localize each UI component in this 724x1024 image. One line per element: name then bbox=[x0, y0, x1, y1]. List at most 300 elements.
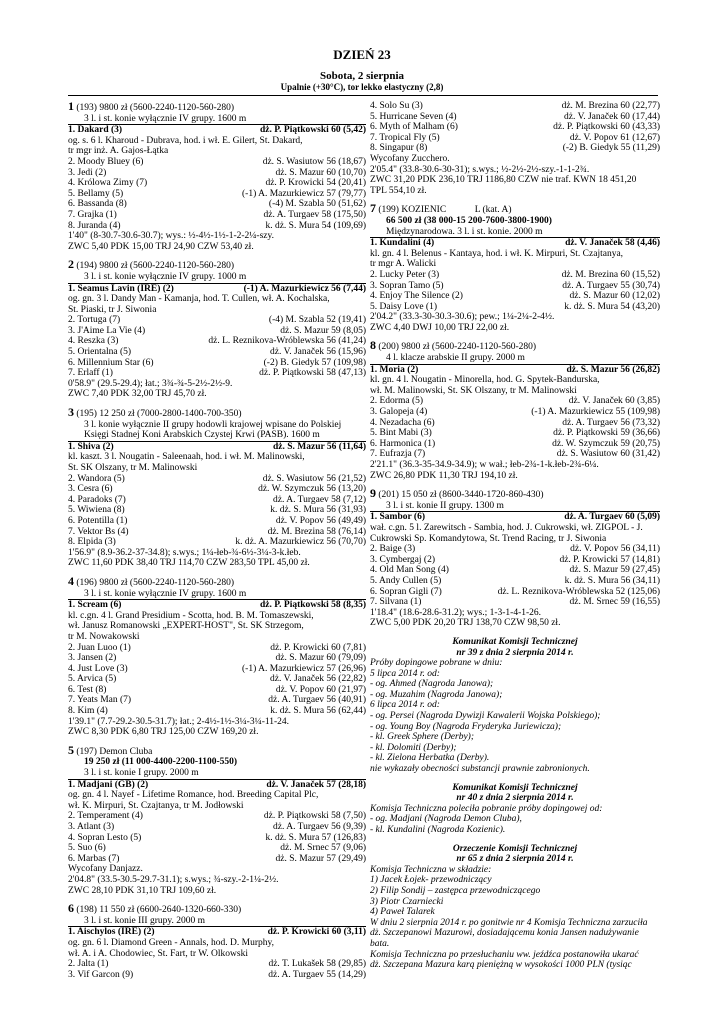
finisher-row bbox=[68, 178, 366, 189]
right-column bbox=[370, 101, 660, 971]
jockey-info: dż. P. Piątkowski 58 (7,50) bbox=[263, 811, 366, 822]
finisher-row bbox=[370, 302, 660, 313]
race-4 bbox=[68, 573, 366, 738]
jockey-info: dż. V. Popov 56 (34,11) bbox=[570, 544, 660, 555]
horse-name: 1. Shiva (2) bbox=[68, 441, 114, 452]
horse-name: 2. Baige (3) bbox=[370, 544, 416, 555]
finisher-row bbox=[370, 101, 660, 112]
jockey-info: dż. V. Janaček 58 (4,46) bbox=[565, 238, 660, 249]
jockey-info: (-1) A. Mazurkiewicz 57 (26,96) bbox=[242, 663, 366, 674]
horse-name: 6. Bassanda (8) bbox=[68, 199, 127, 210]
race-notes: 1'40" (8-30.7-30.6-30.7); wys.: ½-4½-1½-1-2-2¼-szy. bbox=[68, 231, 275, 242]
finisher-row bbox=[68, 970, 366, 981]
finisher-row bbox=[68, 315, 366, 326]
finisher-row bbox=[370, 407, 660, 418]
horse-name: 4. Nezadacha (6) bbox=[370, 417, 435, 428]
horse-name: 1. Kundalini (4) bbox=[370, 238, 435, 249]
horse-name: 1. Seamus Lavin (IRE) (2) bbox=[68, 283, 174, 294]
jockey-info: (-4) M. Szabla 52 (19,41) bbox=[268, 315, 366, 326]
jockey-info: dż. S. Mazur 56 (26,82) bbox=[566, 364, 660, 375]
race-notes: ZWC 4,40 DWJ 10,00 TRJ 22,00 zł. bbox=[370, 322, 510, 333]
finisher-row bbox=[370, 439, 660, 450]
jockey-info: dż. M. Srnec 57 (9,06) bbox=[280, 843, 366, 854]
finisher-row bbox=[370, 544, 660, 555]
finisher-row bbox=[68, 527, 366, 538]
finisher-row bbox=[68, 706, 366, 717]
race-notes: ZWC 11,60 PDK 38,40 TRJ 114,70 CZW 283,50 TPL 45,00 zł. bbox=[68, 558, 310, 569]
horse-name: 5. Orientalna (5) bbox=[68, 347, 132, 358]
race-conditions: 3 l. i st. konie wyłącznie IV grupy. 1600 m bbox=[68, 589, 366, 601]
finisher-row bbox=[68, 221, 366, 232]
jockey-info: dż. A. Turgaev 55 (14,29) bbox=[268, 969, 366, 980]
finisher-row bbox=[68, 189, 366, 200]
communique-1 bbox=[370, 637, 660, 775]
race-notes: 2'21.1" (36.3-35-34.9-34.9); w wał.; łeb-2¾-1-k.łeb-2¾-6¼. bbox=[370, 460, 599, 470]
jockey-info: dż. S. Mazur 56 (11,64) bbox=[273, 441, 366, 452]
communique-line: dż. Szczepana Mazura karą pieniężną w wysokości 1000 PLN (tysiąc bbox=[370, 960, 632, 971]
race-header bbox=[370, 488, 660, 501]
pedigree-line: kl. gn. 4 l. Nougatin - Minorella, hod. G. Spytek-Bandurska, bbox=[370, 375, 600, 386]
horse-name: 1. Moria (2) bbox=[370, 364, 419, 375]
horse-name: 4. Just Love (3) bbox=[68, 663, 128, 674]
race-info: (201) 15 050 zł (8600-3440-1720-860-430) bbox=[378, 490, 544, 501]
jockey-info: k. dż. S. Mura 54 (109,69) bbox=[265, 220, 366, 231]
finisher-row bbox=[68, 833, 366, 844]
communique-title: Komunikat Komisji Technicznej bbox=[452, 636, 578, 647]
communique-line: 4) Paweł Talarek bbox=[370, 907, 435, 918]
horse-name: 8. Singapur (8) bbox=[370, 143, 428, 154]
horse-name: 4. Sopran Lesto (5) bbox=[68, 832, 142, 843]
race-9 bbox=[370, 488, 660, 629]
horse-name: 7. Erlaff (1) bbox=[68, 368, 113, 379]
race-number: 2 bbox=[68, 257, 74, 272]
communique-title: nr 40 z dnia 2 sierpnia 2014 r. bbox=[456, 793, 574, 804]
race-3 bbox=[68, 407, 366, 569]
race-info: (196) 9800 zł (5600-2240-1120-560-280) bbox=[76, 577, 235, 588]
finisher-row bbox=[370, 449, 660, 460]
race-info: (195) 12 250 zł (7000-2800-1400-700-350) bbox=[76, 409, 242, 420]
horse-name: 5. Bint Mabi (3) bbox=[370, 428, 432, 439]
race-header bbox=[68, 573, 366, 589]
winner-row bbox=[68, 780, 366, 791]
horse-name: 3. Vif Garcon (9) bbox=[68, 969, 134, 980]
jockey-info: dż. M. Brezina 58 (76,14) bbox=[267, 526, 366, 537]
horse-name: 2. Moody Bluey (6) bbox=[68, 156, 144, 167]
horse-name: 2. Wandora (5) bbox=[68, 473, 125, 484]
jockey-info: dż. M. Brezina 60 (22,77) bbox=[561, 101, 660, 111]
pedigree-line: og. gn. 4 l. Nayef - Lifetime Romance, hod. Breeding Capital Plc, bbox=[68, 790, 319, 801]
race-header bbox=[370, 340, 660, 353]
horse-name: 3. Sopran Tamo (5) bbox=[370, 280, 444, 291]
race-conditions: Księgi Stadnej Koni Arabskich Czystej Krwi (PASB). 1600 m bbox=[68, 430, 366, 442]
communique-title: nr 39 z dnia 2 sierpnia 2014 r. bbox=[456, 647, 574, 658]
pedigree-line: og. s. 6 l. Kharoud - Dubrava, hod. i wł. E. Gilert, St. Dakard, bbox=[68, 135, 303, 146]
finisher-row bbox=[68, 516, 366, 527]
communique-line: 2) Filip Sondij – zastępca przewodniczącego bbox=[370, 885, 541, 896]
pedigree-line: St. SK Olszany, tr M. Malinowski bbox=[68, 463, 198, 473]
horse-name: 8. Kim (4) bbox=[68, 706, 108, 717]
jockey-info: dż. V. Janaček 56 (15,96) bbox=[270, 347, 366, 358]
race-notes: 1'18.4" (18.6-28.6-31.2); wys.; 1-3-1-4-1-26. bbox=[370, 607, 542, 618]
jockey-info: dż. V. Popov 56 (49,49) bbox=[275, 515, 366, 526]
horse-name: 7. Eufrazja (7) bbox=[370, 449, 426, 460]
jockey-info: dż. V. Janaček 57 (28,18) bbox=[266, 779, 366, 790]
jockey-info: dż. M. Brezina 60 (15,52) bbox=[561, 269, 660, 280]
race-number: 3 bbox=[68, 405, 74, 420]
horse-name: 3. Cesra (6) bbox=[68, 484, 113, 495]
finisher-row bbox=[68, 695, 366, 706]
horse-name: 3. Jansen (2) bbox=[68, 653, 117, 664]
race-header bbox=[68, 903, 366, 916]
pedigree-line: og. gn. 3 l. Dandy Man - Kamanja, hod. T. Cullen, wł. A. Kochalska, bbox=[68, 294, 330, 305]
communique-line: W dniu 2 sierpnia 2014 r. po gonitwie nr 4 Komisja Techniczna zarzuciła bbox=[370, 917, 648, 928]
jockey-info: dż. A. Turgaev 58 (175,50) bbox=[263, 209, 366, 220]
finisher-row bbox=[68, 685, 366, 696]
jockey-info: k. dż. S. Mura 56 (34,11) bbox=[564, 575, 660, 586]
horse-name: 1. Sambor (6) bbox=[370, 512, 425, 523]
race-header bbox=[68, 259, 366, 272]
race-1 bbox=[68, 101, 366, 252]
horse-name: 5. Bellamy (5) bbox=[68, 188, 124, 199]
jockey-info: dż. L. Reznikova-Wróblewska 52 (125,06) bbox=[497, 586, 660, 597]
race-notes: ZWC 5,40 PDK 15,00 TRJ 24,90 CZW 53,40 zł. bbox=[68, 241, 254, 252]
horse-name: 6. Myth of Malham (6) bbox=[370, 122, 458, 133]
horse-name: 2. Lucky Peter (3) bbox=[370, 269, 440, 280]
communique-line: 1) Jacek Łojek- przewodniczący bbox=[370, 875, 492, 886]
finisher-row bbox=[68, 347, 366, 358]
race-header bbox=[68, 407, 366, 420]
race-notes: 2'05.4" (33.8-30.6-30-31); s.wys.; ½-2½-2½-szy.-1-1-2¾. bbox=[370, 164, 590, 175]
horse-name: 2. Juan Luoo (1) bbox=[68, 642, 131, 653]
jockey-info: (-2) B. Giedyk 57 (109,98) bbox=[263, 357, 366, 368]
finisher-row bbox=[68, 326, 366, 337]
finisher-row bbox=[68, 811, 366, 822]
pedigree-line: St. Piaski, tr J. Siwonia bbox=[68, 304, 157, 315]
communique-line: - kl. Greek Sphere (Derby); bbox=[370, 732, 475, 743]
jockey-info: k. dż. S. Mura 56 (62,44) bbox=[270, 706, 366, 717]
race-info: (199) KOZIENIC bbox=[378, 205, 447, 216]
race-notes: 0'58.9" (29.5-29.4); łat.; 3¾-¾-5-2½-2½-9. bbox=[68, 378, 233, 389]
horse-name: 2. Tortuga (7) bbox=[68, 315, 121, 326]
race-conditions: 4 l. klacze arabskie II grupy. 2000 m bbox=[370, 353, 660, 365]
race-number: 5 bbox=[68, 742, 74, 757]
finisher-row bbox=[370, 291, 660, 302]
finisher-row bbox=[68, 336, 366, 347]
jockey-info: k. dż. S. Mura 57 (126,83) bbox=[265, 832, 366, 843]
finisher-row bbox=[68, 368, 366, 379]
horse-name: 3. Atlant (3) bbox=[68, 822, 115, 832]
communique-line: - og. Muzahim (Nagroda Janowa); bbox=[370, 689, 503, 700]
horse-name: 5. Arvica (5) bbox=[68, 674, 117, 685]
jockey-info: k. dż. A. Mazurkiewicz 56 (70,70) bbox=[235, 537, 366, 548]
jockey-info: dż. M. Srnec 59 (16,55) bbox=[569, 597, 660, 608]
race-conditions: Międzynarodowa. 3 l. i st. konie. 2000 m bbox=[370, 227, 660, 239]
jockey-info: dż. L. Reznikova-Wróblewska 56 (41,24) bbox=[208, 336, 366, 347]
communique-title: Orzeczenie Komisji Technicznej bbox=[452, 843, 578, 854]
horse-name: 4. Old Man Song (4) bbox=[370, 565, 449, 576]
pedigree-line: tr M. Nowakowski bbox=[68, 631, 140, 642]
communique-line: Komisja Techniczna w składzie: bbox=[370, 864, 492, 875]
communique-line: - og. Ahmed (Nagroda Janowa); bbox=[370, 679, 494, 690]
jockey-info: k. dż. S. Mura 54 (43,20) bbox=[564, 301, 660, 312]
horse-name: 4. Królowa Zimy (7) bbox=[68, 178, 148, 189]
jockey-info: (-2) B. Giedyk 55 (11,29) bbox=[562, 143, 660, 154]
horse-name: 4. Enjoy The Silence (2) bbox=[370, 291, 463, 302]
finisher-row bbox=[68, 822, 366, 833]
jockey-info: dż. A. Turgaev 55 (30,74) bbox=[562, 280, 660, 291]
communique-line: - kl. Kundalini (Nagroda Kozienic). bbox=[370, 825, 506, 835]
race-info: (194) 9800 zł (5600-2240-1120-560-280) bbox=[76, 261, 235, 272]
finisher-row bbox=[68, 854, 366, 865]
jockey-info: (-4) M. Szabla 50 (51,62) bbox=[268, 199, 366, 210]
race-conditions: 3 l. i st. konie II grupy. 1300 m bbox=[370, 501, 660, 513]
finisher-row bbox=[68, 664, 366, 675]
race-conditions: 3 l. i st. konie wyłącznie IV grupy. 1000 m bbox=[68, 272, 366, 284]
horse-name: 4. Reszka (3) bbox=[68, 336, 119, 347]
winner-row bbox=[370, 512, 660, 523]
race-5 bbox=[68, 742, 366, 896]
jockey-info: dż. P. Krowicki 60 (7,81) bbox=[270, 642, 366, 653]
race-notes: ZWC 5,00 PDK 20,20 TRJ 138,70 CZW 98,50 zł. bbox=[370, 618, 561, 629]
finisher-row bbox=[68, 537, 366, 548]
communique-line: 5 lipca 2014 r. od: bbox=[370, 668, 440, 679]
race-prize: 66 500 zł (38 000-15 200-7600-3800-1900) bbox=[386, 215, 552, 226]
communique-2 bbox=[370, 783, 660, 836]
jockey-info: (-1) A. Mazurkiewicz 55 (109,98) bbox=[531, 407, 660, 418]
finisher-row bbox=[370, 587, 660, 598]
communique-line: 6 lipca 2014 r. od: bbox=[370, 700, 440, 711]
finisher-row bbox=[370, 112, 660, 123]
horse-name: 3. J'Aime La Vie (4) bbox=[68, 325, 146, 336]
horse-name: 7. Vektor Bs (4) bbox=[68, 526, 129, 537]
horse-name: 6. Sopran Gigli (7) bbox=[370, 586, 442, 597]
header-divider bbox=[68, 95, 658, 96]
horse-name: 1. Dakard (3) bbox=[68, 125, 123, 136]
horse-name: 1. Aischylos (IRE) (2) bbox=[68, 927, 155, 938]
horse-name: 8. Elpida (3) bbox=[68, 537, 116, 548]
race-conditions: 3 l. konie wyłącznie II grupy hodowli krajowej wpisane do Polskiej bbox=[84, 419, 342, 430]
pedigree-line: wał. c.gn. 5 l. Zarewitsch - Sambia, hod. J. Cukrowski, wł. ZIGPOL - J. bbox=[370, 522, 643, 533]
race-notes: ZWC 7,40 PDK 32,00 TRJ 45,70 zł. bbox=[68, 389, 207, 400]
pedigree-line: og. gn. 6 l. Diamond Green - Annals, hod. D. Murphy, bbox=[68, 937, 274, 948]
date: Sobota, 2 sierpnia bbox=[319, 70, 405, 82]
horse-name: 4. Solo Su (3) bbox=[370, 101, 423, 111]
finisher-row bbox=[370, 576, 660, 587]
jockey-info: (-1) A. Mazurkiewicz 57 (79,77) bbox=[242, 188, 366, 199]
race-number: 4 bbox=[68, 573, 74, 588]
horse-name: 6. Marbas (7) bbox=[68, 853, 120, 864]
jockey-info: dż. P. Piątkowski 58 (47,13) bbox=[259, 368, 366, 379]
finisher-row bbox=[370, 133, 660, 144]
jockey-info: dż. V. Popov 61 (12,67) bbox=[569, 132, 660, 143]
winner-row bbox=[68, 125, 366, 136]
horse-name: 2. Jalta (1) bbox=[68, 959, 109, 970]
jockey-info: dż. S. Mazur 57 (29,49) bbox=[275, 853, 366, 864]
jockey-info: dż. A. Turgaev 56 (9,39) bbox=[273, 822, 366, 832]
jockey-info: dż. S. Mazur 60 (12,02) bbox=[569, 291, 660, 302]
finisher-row bbox=[68, 505, 366, 516]
race-category: L (kat. A) bbox=[474, 205, 512, 216]
race-conditions: 3 l. i st. konie I grupy. 2000 m bbox=[68, 768, 366, 780]
finisher-row bbox=[68, 495, 366, 506]
finisher-row bbox=[370, 281, 660, 292]
race-number: 1 bbox=[68, 99, 74, 113]
race-2 bbox=[68, 259, 366, 400]
winner-row bbox=[68, 442, 366, 453]
jockey-info: dż. V. Janaček 56 (22,82) bbox=[270, 674, 366, 685]
pedigree-line: wł. M. Malinowski, St. SK Olszany, tr M. Malinowski bbox=[370, 385, 577, 396]
race-6 bbox=[68, 903, 366, 980]
race-info: (200) 9800 zł (5600-2240-1120-560-280) bbox=[378, 342, 537, 353]
pedigree-line: kl. c.gn. 4 l. Grand Presidium - Scotta, hod. B. M. Tomaszewski, bbox=[68, 610, 314, 621]
jockey-info: dż. A. Turgaev 56 (40,91) bbox=[268, 695, 366, 706]
finisher-row bbox=[68, 199, 366, 210]
race-notes: ZWC 31,20 PDK 236,10 TRJ 1186,80 CZW nie traf. KWN 18 451,20 bbox=[370, 175, 637, 186]
left-column bbox=[68, 101, 366, 980]
jockey-info: dż. S. Mazur 59 (8,05) bbox=[280, 325, 366, 336]
horse-name: 7. Silvana (1) bbox=[370, 597, 422, 608]
finisher-row bbox=[370, 270, 660, 281]
jockey-info: dż. T. Lukašek 58 (29,85) bbox=[268, 959, 366, 970]
jockey-info: dż. V. Popov 60 (21,97) bbox=[275, 684, 366, 695]
pedigree-line: tr mgr A. Walicki bbox=[370, 259, 437, 270]
race-info: (198) 11 550 zł (6600-2640-1320-660-330) bbox=[76, 905, 242, 916]
communique-title: Komunikat Komisji Technicznej bbox=[452, 782, 578, 793]
race-notes: Wycofany Zucchero. bbox=[370, 153, 450, 164]
horse-name: 7. Tropical Fly (5) bbox=[370, 132, 440, 143]
pedigree-line: wł. Janusz Romanowski „EXPERT-HOST", St. SK Strzegom, bbox=[68, 621, 304, 632]
finisher-row bbox=[370, 555, 660, 566]
communique-line: - og. Madjani (Nagroda Demon Cluba), bbox=[370, 814, 522, 825]
finisher-row bbox=[68, 358, 366, 369]
communique-line: - kl. Dolomiti (Derby); bbox=[370, 742, 457, 753]
race-notes: ZWC 8,30 PDK 6,80 TRJ 125,00 CZW 169,20 zł. bbox=[68, 727, 259, 738]
horse-name: 5. Daisy Love (1) bbox=[370, 301, 438, 312]
race-notes: 1'56.9" (8.9-36.2-37-34.8); s.wys.; 1¼-łeb-¾-6½-3¼-3-k.łeb. bbox=[68, 547, 301, 558]
horse-name: 1. Madjani (GB) (2) bbox=[68, 779, 149, 790]
communique-line: Komisja Techniczna poleciła pobranie próby dopingowej od: bbox=[370, 803, 603, 814]
weather-conditions: Upalnie (+30°C), tor lekko elastyczny (2,8) bbox=[280, 82, 444, 92]
finisher-row bbox=[68, 484, 366, 495]
race-number: 6 bbox=[68, 901, 74, 916]
jockey-info: dż. P. Piątkowski 58 (8,35) bbox=[259, 600, 366, 611]
horse-name: 3. Galopeja (4) bbox=[370, 407, 428, 418]
race-header bbox=[68, 742, 366, 758]
horse-name: 3. Cymbergaj (2) bbox=[370, 554, 435, 565]
winner-row bbox=[68, 600, 366, 611]
jockey-info: dż. W. Szymczuk 56 (13,20) bbox=[258, 484, 366, 495]
jockey-info: dż. S. Wasiutow 60 (31,42) bbox=[556, 449, 660, 460]
finisher-row bbox=[370, 396, 660, 407]
horse-name: 6. Potentilla (1) bbox=[68, 515, 128, 526]
jockey-info: dż. W. Szymczuk 59 (20,75) bbox=[552, 438, 660, 449]
jockey-info: dż. P. Piątkowski 60 (43,33) bbox=[553, 122, 660, 133]
finisher-row bbox=[370, 122, 660, 133]
winner-row bbox=[68, 284, 366, 295]
horse-name: 5. Suo (6) bbox=[68, 843, 106, 854]
jockey-info: dż. S. Mazur 60 (79,09) bbox=[275, 653, 366, 664]
finisher-row bbox=[68, 843, 366, 854]
communique-line: 3) Piotr Czarniecki bbox=[370, 896, 444, 907]
race-notes: ZWC 26,80 PDK 11,30 TRJ 194,10 zł. bbox=[370, 470, 518, 481]
race-number: 9 bbox=[370, 486, 376, 501]
winner-row bbox=[370, 365, 660, 376]
race-7 bbox=[370, 203, 660, 333]
horse-name: 5. Wiwiena (8) bbox=[68, 505, 125, 516]
pedigree-line: wł. K. Mirpuri, St. Czajtanya, tr M. Jodłowski bbox=[68, 800, 244, 811]
race-notes: TPL 554,10 zł. bbox=[370, 185, 427, 196]
communique-line: nie wykazały obecności substancji prawnie zabronionych. bbox=[370, 764, 590, 775]
finisher-row bbox=[68, 959, 366, 970]
jockey-info: dż. S. Mazur 60 (10,70) bbox=[275, 167, 366, 178]
race-header bbox=[68, 101, 366, 114]
jockey-info: dż. A. Turgaev 60 (5,09) bbox=[564, 512, 660, 523]
race-notes: 1'39.1" (7.7-29.2-30.5-31.7); łat.; 2-4½-1½-3¼-3¼-11-24. bbox=[68, 716, 290, 727]
finisher-row bbox=[68, 157, 366, 168]
race-8 bbox=[370, 340, 660, 481]
finisher-row bbox=[68, 474, 366, 485]
communique-line: bata. bbox=[370, 938, 390, 949]
horse-name: 6. Harmonica (1) bbox=[370, 438, 436, 449]
page-title: DZIEŃ 23 bbox=[333, 47, 391, 62]
race-6 bbox=[370, 101, 660, 196]
pedigree-line: kl. kaszt. 3 l. Nougatin - Saleenaah, hod. i wł. M. Malinowski, bbox=[68, 452, 305, 463]
horse-name: 3. Jedi (2) bbox=[68, 167, 107, 178]
horse-name: 5. Hurricane Seven (4) bbox=[370, 111, 457, 122]
horse-name: 4. Paradoks (7) bbox=[68, 494, 126, 505]
jockey-info: dż. S. Wasiutow 56 (18,67) bbox=[262, 156, 366, 167]
jockey-info: dż. S. Mazur 59 (27,45) bbox=[569, 565, 660, 576]
jockey-info: dż. P. Krowicki 57 (14,81) bbox=[559, 554, 660, 565]
finisher-row bbox=[68, 210, 366, 221]
pedigree-line: tr mgr inż. A. Gajos-Łątka bbox=[68, 146, 169, 157]
jockey-info: dż. A. Turgaev 56 (73,32) bbox=[562, 417, 660, 428]
finisher-row bbox=[68, 168, 366, 179]
race-number: 8 bbox=[370, 338, 376, 353]
jockey-info: dż. P. Krowicki 54 (20,41) bbox=[265, 178, 366, 189]
communique-3 bbox=[370, 844, 660, 971]
pedigree-line: wł. A. i A. Chodowiec, St. Fart, tr W. Olkowski bbox=[68, 948, 248, 959]
jockey-info: (-1) A. Mazurkiewicz 56 (7,44) bbox=[243, 283, 366, 294]
finisher-row bbox=[68, 674, 366, 685]
horse-name: 6. Test (8) bbox=[68, 684, 107, 695]
date-heading bbox=[0, 70, 724, 93]
finisher-row bbox=[370, 428, 660, 439]
jockey-info: dż. V. Janaček 60 (3,85) bbox=[568, 396, 660, 407]
finisher-row bbox=[68, 643, 366, 654]
finisher-row bbox=[370, 418, 660, 429]
horse-name: 7. Yeats Man (7) bbox=[68, 695, 132, 706]
jockey-info: dż. P. Piątkowski 60 (5,42) bbox=[259, 125, 366, 136]
winner-row bbox=[68, 927, 366, 938]
communique-title: nr 65 z dnia 2 sierpnia 2014 r. bbox=[456, 854, 574, 865]
race-prize: 19 250 zł (11 000-4400-2200-1100-550) bbox=[84, 757, 238, 768]
communique-line: Próby dopingowe pobrane w dniu: bbox=[370, 658, 503, 669]
horse-name: 1. Scream (6) bbox=[68, 600, 122, 611]
finisher-row bbox=[370, 597, 660, 608]
winner-row bbox=[370, 238, 660, 249]
communique-line: dż. Szczepanowi Mazurowi, dosiadającemu konia Jansen nadużywanie bbox=[370, 928, 639, 939]
jockey-info: dż. V. Janaček 60 (17,44) bbox=[564, 111, 660, 122]
finisher-row bbox=[370, 565, 660, 576]
race-number: 7 bbox=[370, 201, 376, 216]
race-notes: 2'04.2" (33.3-30-30.3-30.6); pew.; 1¼-2¼-2-4½. bbox=[370, 312, 555, 323]
horse-name: 7. Grajka (1) bbox=[68, 209, 117, 220]
pedigree-line: kl. gn. 4 l. Belenus - Kantaya, hod. i wł. K. Mirpuri, St. Czajtanya, bbox=[370, 248, 624, 259]
communique-line: - og. Persei (Nagroda Dywizji Kawalerii Wojska Polskiego); bbox=[370, 711, 601, 722]
communique-line: - kl. Zielona Herbatka (Derby). bbox=[370, 753, 490, 764]
race-notes: 2'04.8" (33.5-30.5-29.7-31.1); s.wys.; ¾-szy.-2-1¼-2½. bbox=[68, 874, 279, 885]
